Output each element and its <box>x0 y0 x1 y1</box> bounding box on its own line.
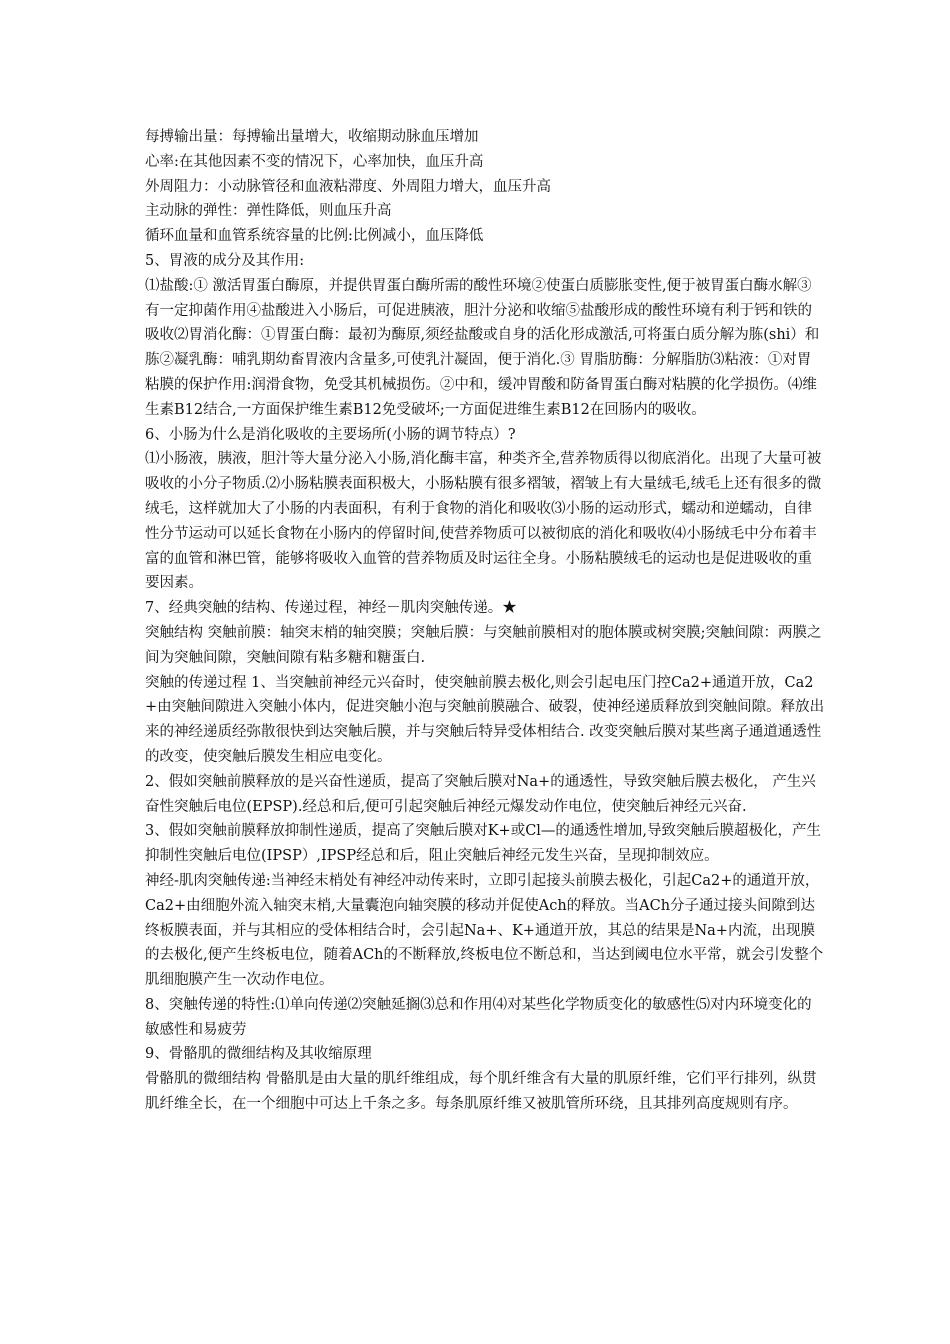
paragraph-blood-volume-ratio: 循环血量和血管系统容量的比例:比例减小，血压降低 <box>145 228 484 245</box>
paragraph-neuromuscular: 神经-肌肉突触传递:当神经末梢处有神经冲动传来时，立即引起接头前膜去极化，引起Ca2+的通道开放，Ca2+由细胞外流入轴突末梢,大量囊泡向轴突膜的移动并促使Ach的释放。当ACh分子通过接头间隙到达终板膜表面，并与其相应的受体相结合时，会引起Na+、K+通道开放，其总的结果是Na+内流，出现膜的去极化,便产生终板电位，随着ACh的不断释放,终板电位不断总和，当达到阈电位水平常，就会引发整个肌细胞膜产生一次动作电位。 <box>145 872 824 989</box>
paragraph-skeletal-muscle: 骨骼肌的微细结构 骨骼肌是由大量的肌纤维组成，每个肌纤维含有大量的肌原纤维，它们平行排列，纵贯肌纤维全长，在一个细胞中可达上千条之多。每条肌原纤维又被肌管所环绕，且其排列高度规则有序。 <box>145 1071 817 1113</box>
heading-synapse: 7、经典突触的结构、传递过程，神经－肌肉突触传递。★ <box>145 600 517 617</box>
paragraph-synapse-transmission: 突触的传递过程 1、当突触前神经元兴奋时，使突触前膜去极化,则会引起电压门控Ca2+通道开放，Ca2+由突触间隙进入突触小体内，促进突触小泡与突触前膜融合、破裂，使神经递质释放到突触间隙。释放出来的神经递质经弥散很快到达突触后膜，并与突触后特异受体相结合. 改变突触后膜对某些离子通道通透性的改变，使突触后膜发生相应电变化。 <box>145 674 825 765</box>
paragraph-aortic-elasticity: 主动脉的弹性：弹性降低，则血压升高 <box>145 203 392 220</box>
paragraph-inhibitory: 3、假如突触前膜释放抑制性递质，提高了突触后膜对K+或Cl—的通透性增加,导致突触后膜超极化，产生抑制性突触后电位(IPSP）,IPSP经总和后，阻止突触后神经元发生兴奋，呈现抑制效应。 <box>145 823 822 865</box>
paragraph-synapse-structure: 突触结构 突触前膜：轴突末梢的轴突膜；突触后膜：与突触前膜相对的胞体膜或树突膜;突触间隙：两膜之间为突触间隙，突触间隙有粘多糖和糖蛋白. <box>145 624 822 666</box>
paragraph-small-intestine: ⑴小肠液，胰液，胆汁等大量分泌入小肠,消化酶丰富，种类齐全,营养物质得以彻底消化。出现了大量可被吸收的小分子物质.⑵小肠粘膜表面积极大，小肠粘膜有很多褶皱，褶皱上有大量绒毛,绒毛上还有很多的微绒毛，这样就加大了小肠的内表面积，有利于食物的消化和吸收⑶小肠的运动形式，蠕动和逆蠕动，自律性分节运动可以延长食物在小肠内的停留时间,使营养物质可以被彻底的消化和吸收⑷小肠绒毛中分布着丰富的血管和淋巴管，能够将吸收入血管的营养物质及时运往全身。小肠粘膜绒毛的运动也是促进吸收的重要因素。 <box>145 451 822 592</box>
heading-skeletal-muscle: 9、骨骼肌的微细结构及其收缩原理 <box>145 1046 372 1063</box>
paragraph-gastric-juice: ⑴盐酸:① 激活胃蛋白酶原，并提供胃蛋白酶所需的酸性环境②使蛋白质膨胀变性,便于被胃蛋白酶水解③有一定抑菌作用④盐酸进入小肠后，可促进胰液，胆汁分泌和收缩⑤盐酸形成的酸性环境有利于钙和铁的吸收⑵胃消化酶：①胃蛋白酶：最初为酶原,须经盐酸或自身的活化形成激活,可将蛋白质分解为胨(shi）和胨②凝乳酶：哺乳期幼畜胃液内含量多,可使乳汁凝固，便于消化.③ 胃脂肪酶：分解脂肪⑶粘液：①对胃粘膜的保护作用:润滑食物，免受其机械损伤。②中和，缓冲胃酸和防备胃蛋白酶对粘膜的化学损伤。⑷维生素B12结合,一方面保护维生素B12免受破坏;一方面促进维生素B12在回肠内的吸收。 <box>145 277 820 418</box>
paragraph-excitatory: 2、假如突触前膜释放的是兴奋性递质，提高了突触后膜对Na+的通透性，导致突触后膜去极化， 产生兴奋性突触后电位(EPSP).经总和后,便可引起突触后神经元爆发动作电位，使突触后神经元兴奋. <box>145 773 816 815</box>
document-body <box>145 125 825 1117</box>
heading-synapse-properties: 8、突触传递的特性:⑴单向传递⑵突触延搁⑶总和作用⑷对某些化学物质变化的敏感性⑸对内环境变化的敏感性和易疲劳 <box>145 996 812 1038</box>
paragraph-stroke-volume: 每搏输出量：每搏输出量增大，收缩期动脉血压增加 <box>145 129 479 145</box>
paragraph-peripheral-resistance: 外周阻力：小动脉管径和血液粘滞度、外周阻力增大，血压升高 <box>145 178 551 195</box>
paragraph-heart-rate: 心率:在其他因素不变的情况下，心率加快，血压升高 <box>145 153 484 170</box>
heading-small-intestine: 6、小肠为什么是消化吸收的主要场所(小肠的调节特点）? <box>145 426 516 443</box>
heading-gastric-juice: 5、胃液的成分及其作用: <box>145 252 305 269</box>
